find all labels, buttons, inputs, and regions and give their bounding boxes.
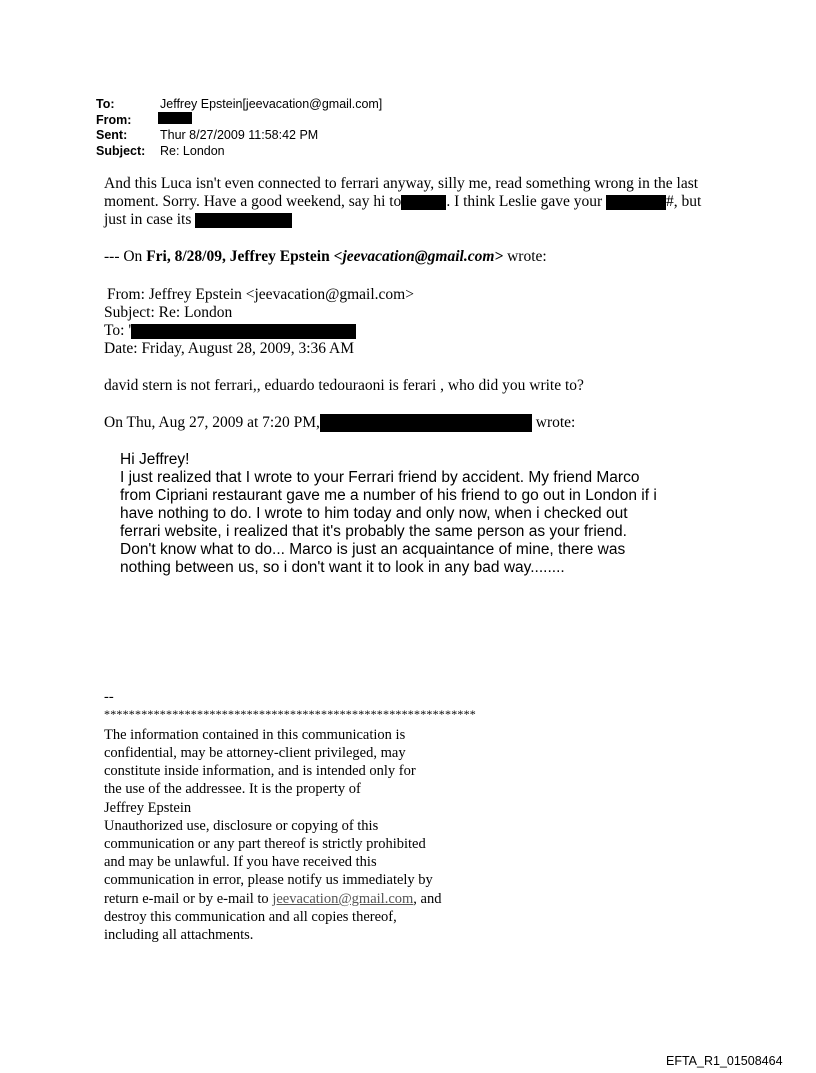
reply-line-2-part-c: #, but — [666, 193, 702, 210]
disclaimer-line-8: communication in error, please notify us immediately by — [104, 872, 433, 888]
quote1-intro — [104, 248, 547, 266]
to-value: Jeffrey Epstein[jeevacation@gmail.com] — [160, 97, 383, 111]
reply-line-2-part-a: moment. Sorry. Have a good weekend, say hi to — [104, 193, 402, 210]
subject-label: Subject: — [96, 144, 146, 158]
disclaimer-line-6: communication or any part thereof is strictly prohibited — [104, 836, 426, 852]
disclaimer-last-1: including all attachments. — [104, 927, 254, 943]
quote1-subject: Subject: Re: London — [104, 304, 233, 321]
quote1-from: From: Jeffrey Epstein <jeevacation@gmail.com> — [107, 286, 414, 303]
sent-label: Sent: — [96, 128, 128, 142]
redaction-number — [606, 195, 666, 210]
disclaimer-line-0: The information contained in this communication is — [104, 727, 406, 743]
quote1-intro-a: --- On — [104, 248, 147, 265]
quote2-intro — [104, 414, 575, 432]
disclaimer-return-line — [104, 890, 441, 908]
quote2-line-5: Don't know what to do... Marco is just an acquaintance of mine, there was — [120, 541, 626, 558]
disclaimer-line-4: Jeffrey Epstein — [104, 800, 192, 816]
reply-line-3-text: just in case its — [104, 211, 192, 228]
disclaimer-line-7: and may be unlawful. If you have received this — [104, 854, 377, 870]
quote1-intro-email: <jeevacation@gmail.com> — [333, 248, 504, 265]
redaction-name-2 — [195, 213, 292, 228]
disclaimer-line-1: confidential, may be attorney-client privileged, may — [104, 745, 406, 761]
quote1-to — [104, 322, 356, 340]
quote1-intro-c: wrote: — [503, 248, 547, 265]
to-label: To: — [96, 97, 115, 111]
quote1-date: Date: Friday, August 28, 2009, 3:36 AM — [104, 340, 355, 357]
disclaimer-line-3: the use of the addressee. It is the property of — [104, 781, 361, 797]
quote1-message: david stern is not ferrari,, eduardo tedouraoni is ferari , who did you write to? — [104, 377, 584, 394]
disclaimer-line-5: Unauthorized use, disclosure or copying of this — [104, 818, 379, 834]
reply-line-3 — [104, 211, 292, 229]
quote2-line-2: from Cipriani restaurant gave me a number of his friend to go out in London if i — [120, 487, 657, 504]
quote2-intro-b: wrote: — [531, 414, 576, 431]
reply-line-1: And this Luca isn't even connected to ferrari anyway, silly me, read something wrong in the last — [104, 175, 699, 192]
quote2-line-6: nothing between us, so i don't want it to look in any bad way........ — [120, 559, 565, 576]
redaction-name-1 — [401, 195, 446, 210]
quote2-line-0: Hi Jeffrey! — [120, 451, 190, 468]
redaction-to — [131, 324, 356, 339]
disclaimer-line-2: constitute inside information, and is intended only for — [104, 763, 416, 779]
quote2-line-3: have nothing to do. I wrote to him today and only now, when i checked out — [120, 505, 628, 522]
subject-value: Re: London — [160, 144, 225, 158]
quote2-line-4: ferrari website, i realized that it's probably the same person as your friend. — [120, 523, 627, 540]
quote1-to-text: To: ' — [104, 322, 132, 339]
page-id: EFTA_R1_01508464 — [666, 1054, 783, 1068]
quote2-line-1: I just realized that I wrote to your Ferrari friend by accident. My friend Marco — [120, 469, 640, 486]
reply-line-2 — [104, 193, 701, 211]
disclaimer-last-0: destroy this communication and all copies thereof, — [104, 909, 397, 925]
return-text-a: return e-mail or by e-mail to — [104, 891, 273, 907]
stars-divider: ************************************************************ — [104, 707, 476, 721]
quote2-intro-a: On Thu, Aug 27, 2009 at 7:20 PM, — [104, 414, 320, 431]
sent-value: Thur 8/27/2009 11:58:42 PM — [160, 128, 319, 142]
reply-line-2-part-b: . I think Leslie gave your — [446, 193, 603, 210]
redaction-from — [158, 112, 192, 124]
quote1-intro-b: Fri, 8/28/09, Jeffrey Epstein — [146, 248, 334, 265]
from-label: From: — [96, 113, 132, 127]
email-link[interactable]: jeevacation@gmail.com — [272, 891, 414, 907]
signature-dashes: -- — [104, 689, 114, 705]
redaction-sender — [320, 414, 532, 432]
return-text-b: , and — [413, 891, 442, 907]
